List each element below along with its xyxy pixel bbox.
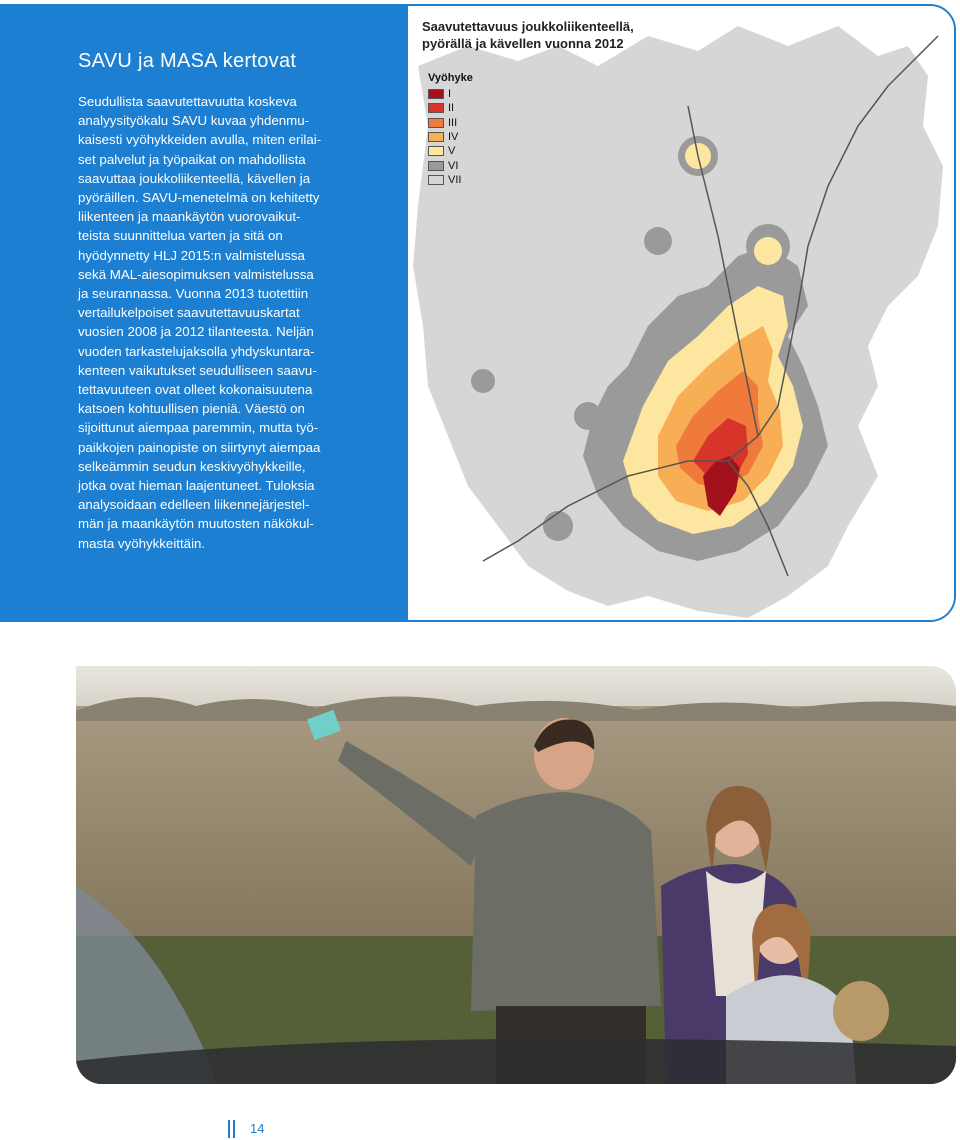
body-line: selkeämmin seudun keskivyöhykkeille,	[78, 458, 306, 474]
panel-title: SAVU ja MASA kertovat	[78, 50, 297, 72]
legend-label: V	[448, 145, 456, 158]
map-zone-v-spot	[754, 237, 782, 265]
map-zone-vi-spot	[471, 369, 495, 393]
body-line: saavuttaa joukkoliikenteellä, kävellen ja	[78, 170, 311, 186]
body-line: jotka ovat hieman laajentuneet. Tuloksia	[78, 478, 315, 494]
accessibility-map	[408, 6, 954, 620]
legend-swatch	[428, 118, 444, 128]
man-jacket	[471, 792, 661, 1011]
body-line: pyöräillen. SAVU-menetelmä on kehitetty	[78, 190, 320, 206]
body-line: analysoidaan edelleen liikennejärjestel-	[78, 497, 310, 513]
body-line: tettavuuteen ovat olleet kokonaisuutena	[78, 382, 313, 398]
legend-item	[428, 101, 473, 115]
body-line: masta vyöhykkeittäin.	[78, 535, 206, 551]
info-box	[0, 4, 956, 622]
legend-label: I	[448, 88, 452, 101]
body-line: vuosien 2008 ja 2012 tilanteesta. Neljän	[78, 324, 314, 340]
body-line: kenteen vaikutukset seudulliseen saavu-	[78, 362, 317, 378]
legend-item	[428, 173, 473, 187]
map-zone-vi-spot	[543, 511, 573, 541]
map-title-line: Saavutettavuus joukkoliikenteellä,	[422, 19, 634, 34]
map-zone-vi-spot	[574, 402, 602, 430]
legend-item	[428, 87, 473, 101]
legend-label: VI	[448, 159, 459, 172]
page-number-rule	[228, 1120, 230, 1138]
map-graphic	[408, 6, 956, 620]
body-line: hyödynnetty HLJ 2015:n valmistelussa	[78, 247, 305, 263]
legend-label: VII	[448, 173, 462, 186]
body-line: vertailukelpoiset saavutettavuuskartat	[78, 305, 300, 321]
map-zone-vi-spot	[644, 227, 672, 255]
body-line: kaisesti vyöhykkeiden avulla, miten erilai-	[78, 132, 322, 148]
body-line: analyysityökalu SAVU kuvaa yhdenmu-	[78, 113, 310, 129]
body-line: sekä MAL-aiesopimuksen valmistelussa	[78, 266, 314, 282]
body-line: set palvelut ja työpaikat on mahdollista	[78, 151, 306, 167]
legend-title: Vyöhyke	[428, 72, 473, 84]
legend-swatch	[428, 146, 444, 156]
photo-illustration	[76, 666, 956, 1084]
legend-label: IV	[448, 131, 459, 144]
family-photo	[76, 666, 956, 1084]
text-panel	[2, 6, 408, 620]
legend-item	[428, 116, 473, 130]
legend-swatch	[428, 103, 444, 113]
page-number: 14	[250, 1121, 265, 1136]
legend-items	[428, 87, 473, 187]
panel-body	[78, 92, 374, 553]
body-line: paikkojen painopiste on siirtynyt aiempaa	[78, 439, 321, 455]
body-line: vuoden tarkastelujaksolla yhdyskuntara-	[78, 343, 315, 359]
map-title-line: pyörällä ja kävellen vuonna 2012	[422, 36, 624, 51]
legend-item	[428, 130, 473, 144]
map-legend	[428, 72, 473, 187]
body-line: liikenteen ja maankäytön vuorovaikut-	[78, 209, 301, 225]
legend-label: II	[448, 102, 455, 115]
legend-item	[428, 158, 473, 172]
body-line: sijoittunut aiempaa paremmin, mutta työ-	[78, 420, 319, 436]
legend-swatch	[428, 175, 444, 185]
body-line: teista suunnittelua varten ja sitä on	[78, 228, 283, 244]
legend-swatch	[428, 161, 444, 171]
body-line: katsoen kohtuullisen pieniä. Väestö on	[78, 401, 305, 417]
legend-swatch	[428, 132, 444, 142]
legend-swatch	[428, 89, 444, 99]
legend-item	[428, 144, 473, 158]
legend-label: III	[448, 116, 458, 129]
map-title	[422, 18, 634, 52]
body-line: män ja maankäytön muutosten näkökul-	[78, 516, 314, 532]
page-number-rule	[233, 1120, 235, 1138]
basket	[833, 981, 889, 1041]
body-line: ja seurannassa. Vuonna 2013 tuotettiin	[78, 286, 309, 302]
body-line: Seudullista saavutettavuutta koskeva	[78, 94, 297, 109]
